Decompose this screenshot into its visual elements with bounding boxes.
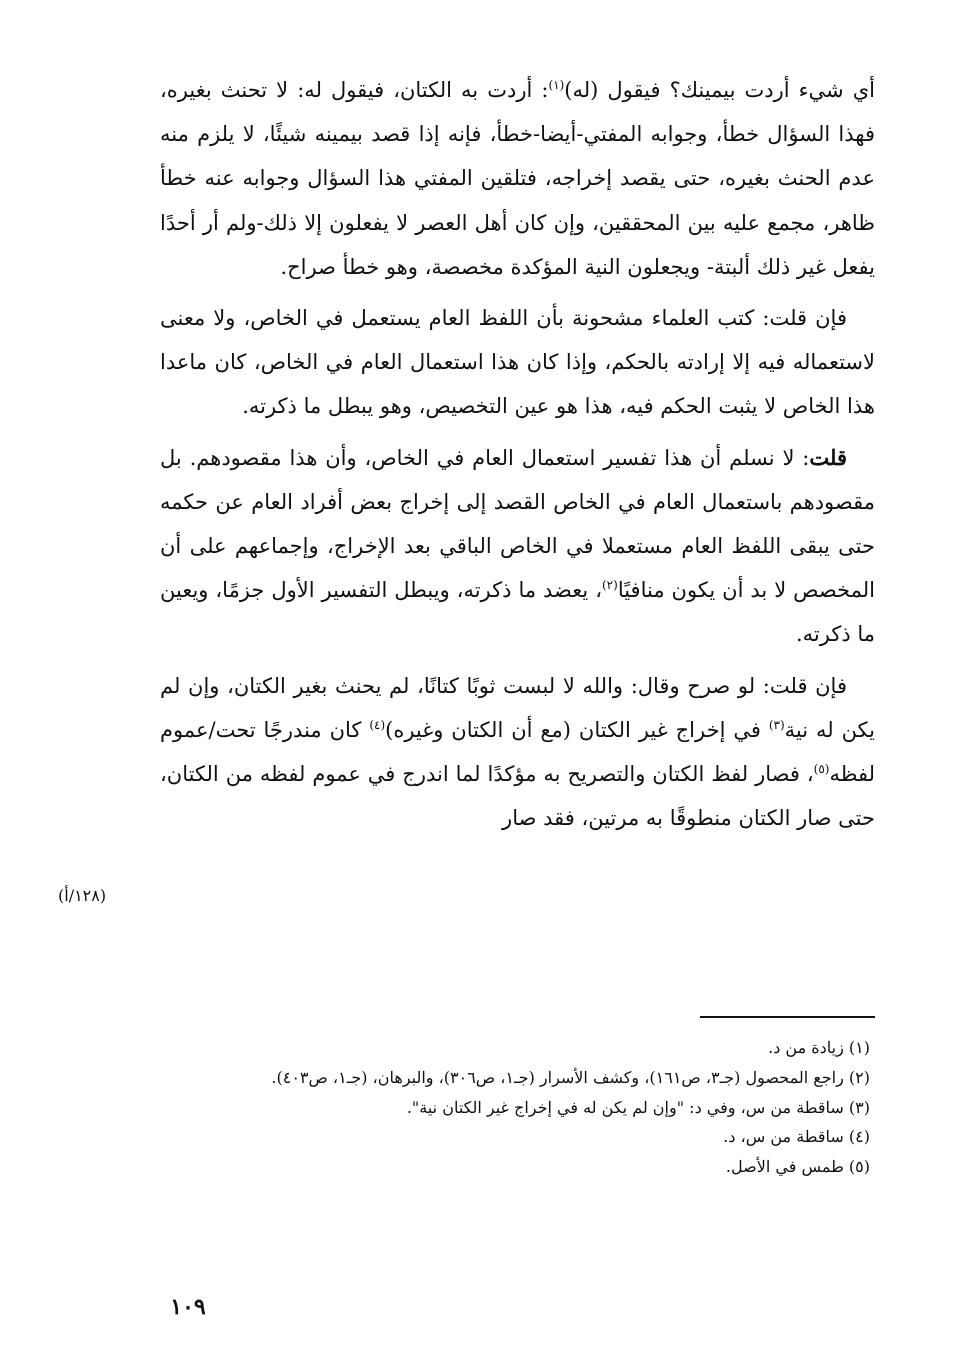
footnote-ref-3: (٣) xyxy=(768,717,785,732)
footnote-4: (٤) ساقطة من س، د. xyxy=(723,1127,870,1147)
footnote-ref-5: (٥) xyxy=(813,762,830,777)
page-number: ١٠٩ xyxy=(170,1294,206,1320)
paragraph-3-text-a: : لا نسلم أن هذا تفسير استعمال العام في الخاص، وأن هذا مقصودهم. بل مقصودهم باستعمال العام في الخاص القصد إلى إخراج بعض أفراد العام عن حكمه حتى يبقى اللفظ العام مستعملا في الخاص الباقي بعد الإخراج، وإجماعهم على أن المخصص لا بد أن يكون منافيًا xyxy=(160,445,875,603)
paragraph-3 xyxy=(160,436,875,657)
footnote-1: (١) زيادة من د. xyxy=(768,1038,870,1057)
manuscript-folio-marker: (١٢٨/أ) xyxy=(58,886,107,905)
paragraph-2-text: فإن قلت: كتب العلماء مشحونة بأن اللفظ العام يستعمل في الخاص، ولا معنى لاستعماله فيه إلا إرادته بالحكم، وإذا كان هذا استعمال العام في الخاص، كان ماعدا هذا الخاص لا يثبت الحكم فيه، هذا هو عين التخصيص، وهو يبطل ما ذكرته. xyxy=(160,306,875,419)
footnote-ref-1: (١) xyxy=(548,78,565,92)
paragraph-4-text-c: كان مندرجًا تحت/عموم لفظه xyxy=(160,717,875,787)
paragraph-4-text-a: فإن قلت: لو صرح وقال: والله لا لبست ثوبًا كتانًا، لم يحنث بغير الكتان، وإن لم يكن له نية xyxy=(160,673,875,742)
paragraph-1 xyxy=(160,68,875,289)
paragraph-2 xyxy=(160,296,875,429)
footnote-5: (٥) طمس في الأصل. xyxy=(725,1157,870,1177)
paragraph-3-text-b: ، يعضد ما ذكرته، ويبطل التفسير الأول جزمًا، ويعين ما ذكرته. xyxy=(160,578,875,647)
paragraph-4 xyxy=(160,664,875,841)
main-text xyxy=(160,68,875,840)
footnote-2: (٢) راجع المحصول (جـ٣، ص١٦١)، وكشف الأسرار (جـ١، ص٣٠٦)، والبرهان، (جـ١، ص٤٠٣). xyxy=(271,1067,870,1087)
footnote-3: (٣) ساقطة من س، وفي د: "وإن لم يكن له في إخراج غير الكتان نية". xyxy=(406,1097,870,1117)
paragraph-3-lead-word: قلت xyxy=(809,444,847,470)
paragraph-4-text-d: ، فصار لفظ الكتان والتصريح به مؤكدًا لما اندرج في عموم لفظه من الكتان، حتى صار الكتان منطوقًا به مرتين، فقد صار xyxy=(160,762,875,831)
footnote-ref-4: (٤) xyxy=(369,717,386,732)
paragraph-4-text-b: في إخراج غير الكتان (مع أن الكتان وغيره) xyxy=(385,717,769,742)
footnote-separator xyxy=(700,1016,875,1018)
footnote-ref-2: (٢) xyxy=(601,578,618,593)
footnotes xyxy=(150,1033,870,1182)
paragraph-1-text-b: : أردت به الكتان، فيقول له: لا تحنث بغيره، فهذا السؤال خطأ، وجوابه المفتي-أيضا-خطأ، فإنه إذا قصد بيمينه شيئًا، لا يلزم منه عدم الحنث بغيره، حتى يقصد إخراجه، فتلقين المفتي هذا السؤال وجوابه عنه خطأ ظاهر، مجمع عليه بين المحققين، وإن كان أهل العصر لا يفعلون إلا ذلك-ولم أر أحدًا يفعل غير ذلك ألبتة- ويجعلون النية المؤكدة مخصصة، وهو خطأ صراح. xyxy=(160,78,875,279)
paragraph-1-text-a: أي شيء أردت بيمينك؟ فيقول (له) xyxy=(564,78,875,102)
